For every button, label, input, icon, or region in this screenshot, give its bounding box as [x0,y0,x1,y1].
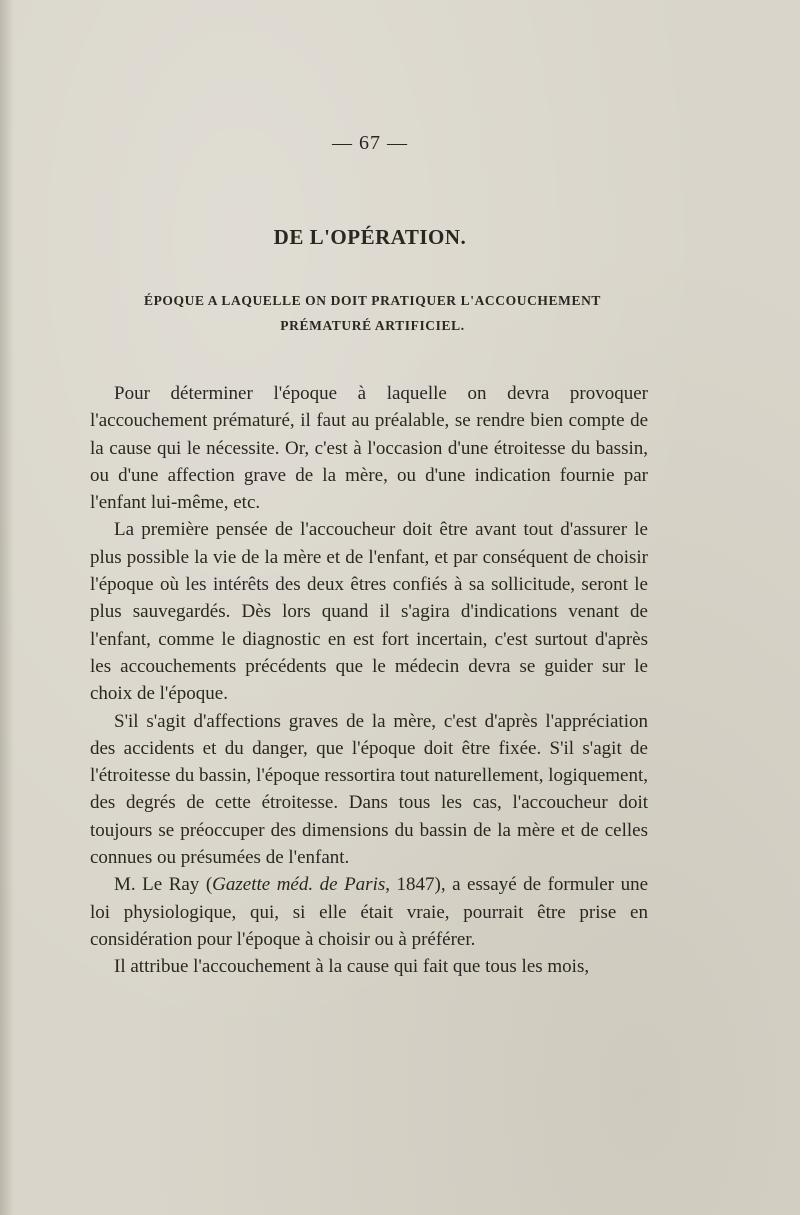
paragraph-2: La première pensée de l'accoucheur doit être avant tout d'assurer le plus possible la vie de la mère et de l'enfant, et par conséquent de choisir l'époque où les intérêts des deux êtres confiés à sa sollicitude, seront le plus sauvegardés. Dès lors quand il s'agira d'indications venant de l'enfant, comme le diagnostic en est fort incertain, c'est surtout d'après les accouchements précédents que le médecin devra se guider sur le choix de l'époque. [90,519,648,705]
paragraph-4 [90,871,648,953]
chapter-title: DE L'OPÉRATION. [273,225,467,249]
paragraph-4-intro: M. Le Ray ( [114,874,213,896]
page-edge-shadow [0,0,14,1215]
paragraph-4-rest: , 1847), a essayé de formuler une loi physiologique, qui, si elle était vraie, pourrait être prise en considération pour l'époque à choisir ou à préférer. [90,874,648,950]
paragraph-3: S'il s'agit d'affections graves de la mère, c'est d'après l'appréciation des accidents et du danger, que l'époque doit être fixée. S'il s'agit de l'étroitesse du bassin, l'époque ressortira tout naturellement, logiquement, des degrés de cette étroitesse. Dans tous les cas, l'accoucheur doit toujours se préoccuper des dimensions du bassin de la mère et de celles connues ou présumées de l'enfant. [90,710,648,869]
journal-citation: Gazette méd. de Paris [212,874,386,896]
body-text [90,380,648,981]
paragraph-5: Il attribue l'accouchement à la cause qui fait que tous les mois, [114,956,590,978]
section-subheading: ÉPOQUE A LAQUELLE ON DOIT PRATIQUER L'ACCOUCHEMENT PRÉMATURÉ ARTIFICIEL. [143,293,602,333]
paragraph-1: Pour déterminer l'époque à laquelle on devra provoquer l'accouchement prématuré, il faut au préalable, se rendre bien compte de la cause qui le nécessite. Or, c'est à l'occasion d'une étroitesse du bassin, ou d'une affection grave de la mère, ou d'une indication fournie par l'enfant lui-même, etc. [90,383,648,514]
page-number: — 67 — [332,132,408,154]
